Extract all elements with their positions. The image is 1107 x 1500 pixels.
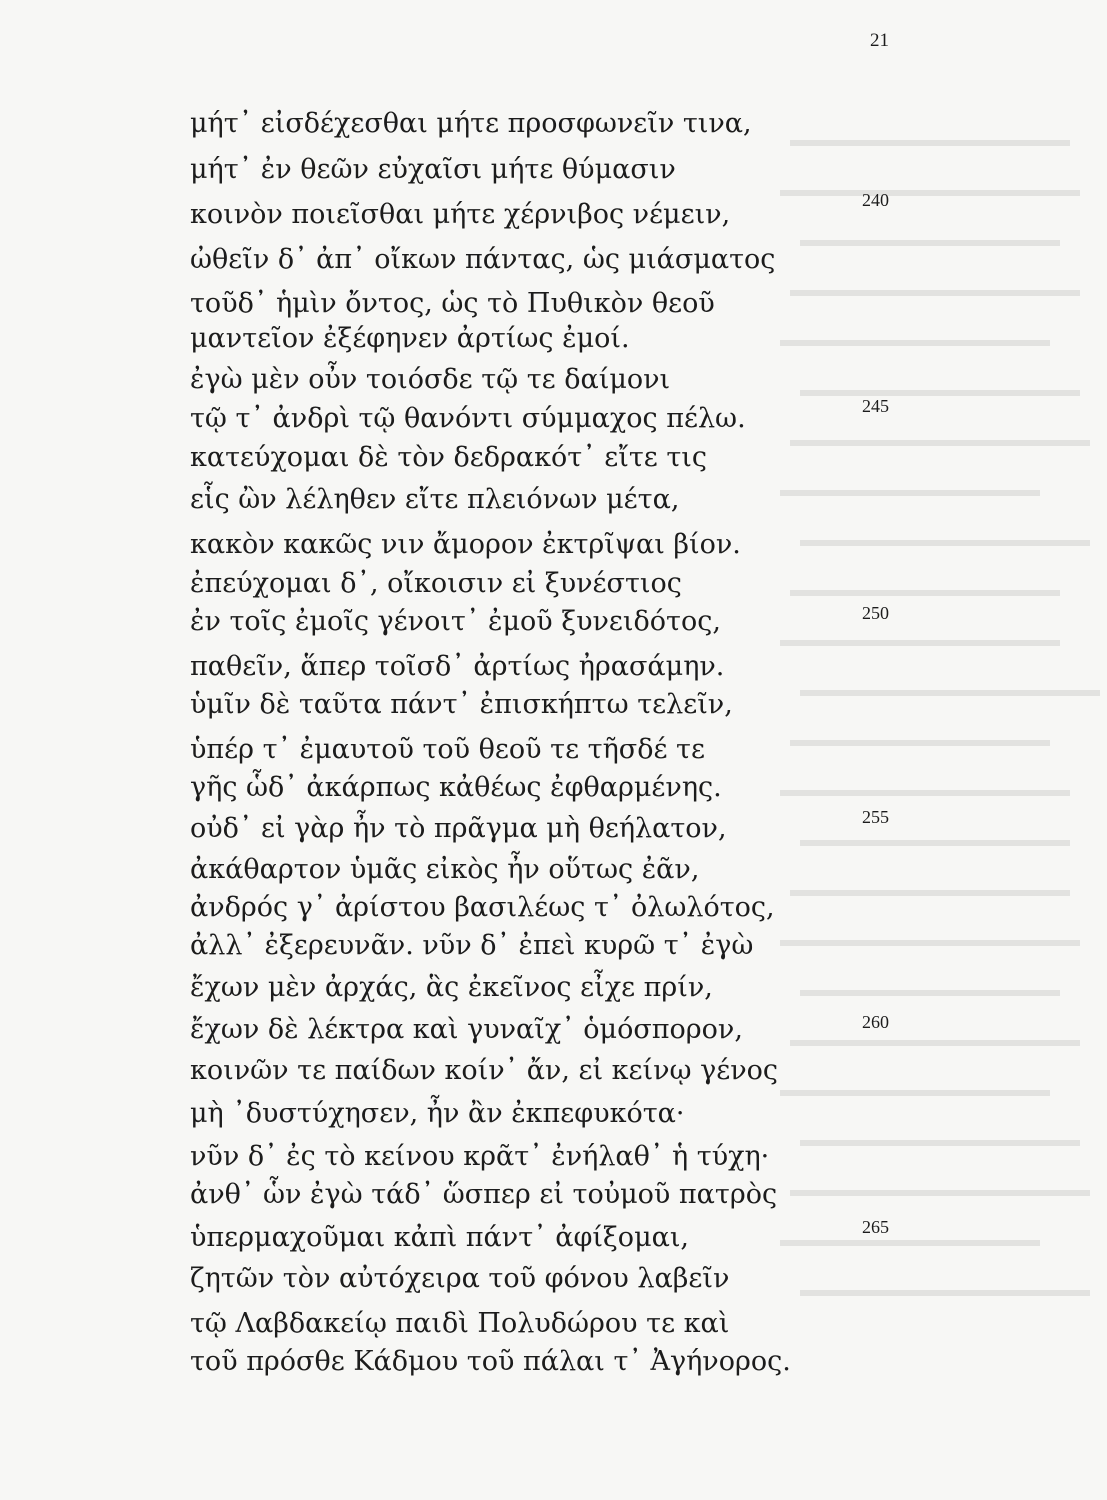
line-number: 255 [862,807,889,827]
verse-line: ἀκάθαρτον ὑμᾶς εἰκὸς ἦν οὕτως ἐᾶν, [190,854,700,885]
verse-line: ἐγὼ μὲν οὖν τοιόσδε τῷ τε δαίμονι [190,364,671,395]
verse-line: παθεῖν, ἅπερ τοῖσδ᾽ ἀρτίως ἠρασάμην. [190,651,725,682]
verse-line: μήτ᾽ ἐν θεῶν εὐχαῖσι μήτε θύμασιν [190,154,676,185]
verse-line: ἀλλ᾽ ἐξερευνᾶν. νῦν δ᾽ ἐπεὶ κυρῶ τ᾽ ἐγὼ [190,930,754,961]
line-number: 245 [862,396,889,416]
line-number: 250 [862,603,889,623]
verse-line: ὑπερμαχοῦμαι κἀπὶ πάντ᾽ ἀφίξομαι, [190,1222,690,1253]
verse-line: κατεύχομαι δὲ τὸν δεδρακότ᾽ εἴτε τις [190,442,708,473]
verse-line: μὴ ᾽δυστύχησεν, ἦν ἂν ἐκπεφυκότα· [190,1098,685,1129]
verse-line: τῷ τ᾽ ἀνδρὶ τῷ θανόντι σύμμαχος πέλω. [190,403,746,434]
verse-line: ὑμῖν δὲ ταῦτα πάντ᾽ ἐπισκήπτω τελεῖν, [190,689,733,720]
verse-line: τοῦδ᾽ ἡμὶν ὄντος, ὡς τὸ Πυθικὸν θεοῦ [190,288,715,319]
verse-line: νῦν δ᾽ ἐς τὸ κείνου κρᾶτ᾽ ἐνήλαθ᾽ ἡ τύχη· [190,1141,770,1172]
verse-line: ἐπεύχομαι δ᾽, οἴκοισιν εἰ ξυνέστιος [190,568,682,599]
verse-line: κακὸν κακῶς νιν ἄμορον ἐκτρῖψαι βίον. [190,529,741,560]
verse-line: ἀνδρός γ᾽ ἀρίστου βασιλέως τ᾽ ὀλωλότος, [190,892,775,923]
verse-line: τῷ Λαβδακείῳ παιδὶ Πολυδώρου τε καὶ [190,1308,730,1339]
verse-line: ἔχων δὲ λέκτρα καὶ γυναῖχ᾽ ὁμόσπορον, [190,1014,743,1045]
bleed-through-texture [760,100,1107,1400]
verse-line: εἷς ὢν λέληθεν εἴτε πλειόνων μέτα, [190,484,680,515]
line-number: 265 [862,1217,889,1237]
verse-line: γῆς ὧδ᾽ ἀκάρπως κἀθέως ἐφθαρμένης. [190,772,722,803]
verse-line: ὑπέρ τ᾽ ἐμαυτοῦ τοῦ θεοῦ τε τῆσδέ τε [190,734,705,765]
page-number: 21 [870,30,889,51]
line-number: 240 [862,190,889,210]
verse-line: μαντεῖον ἐξέφηνεν ἀρτίως ἐμοί. [190,323,630,354]
verse-line: ἐν τοῖς ἐμοῖς γένοιτ᾽ ἐμοῦ ξυνειδότος, [190,606,721,637]
line-number: 260 [862,1012,889,1032]
verse-line: κοινῶν τε παίδων κοίν᾽ ἄν, εἰ κείνῳ γένος [190,1055,779,1086]
verse-line: κοινὸν ποιεῖσθαι μήτε χέρνιβος νέμειν, [190,199,731,230]
verse-line: τοῦ πρόσθε Κάδμου τοῦ πάλαι τ᾽ Ἀγήνορος. [190,1346,791,1377]
verse-line: ἀνθ᾽ ὧν ἐγὼ τάδ᾽ ὥσπερ εἰ τοὐμοῦ πατρὸς [190,1179,778,1210]
verse-line: ὠθεῖν δ᾽ ἀπ᾽ οἴκων πάντας, ὡς μιάσματος [190,244,776,275]
verse-line: μήτ᾽ εἰσδέχεσθαι μήτε προσφωνεῖν τινα, [190,108,752,139]
verse-line: ἔχων μὲν ἀρχάς, ἃς ἐκεῖνος εἶχε πρίν, [190,972,713,1003]
verse-line: ζητῶν τὸν αὐτόχειρα τοῦ φόνου λαβεῖν [190,1263,730,1294]
verse-line: οὐδ᾽ εἰ γὰρ ἦν τὸ πρᾶγμα μὴ θεήλατον, [190,813,727,844]
